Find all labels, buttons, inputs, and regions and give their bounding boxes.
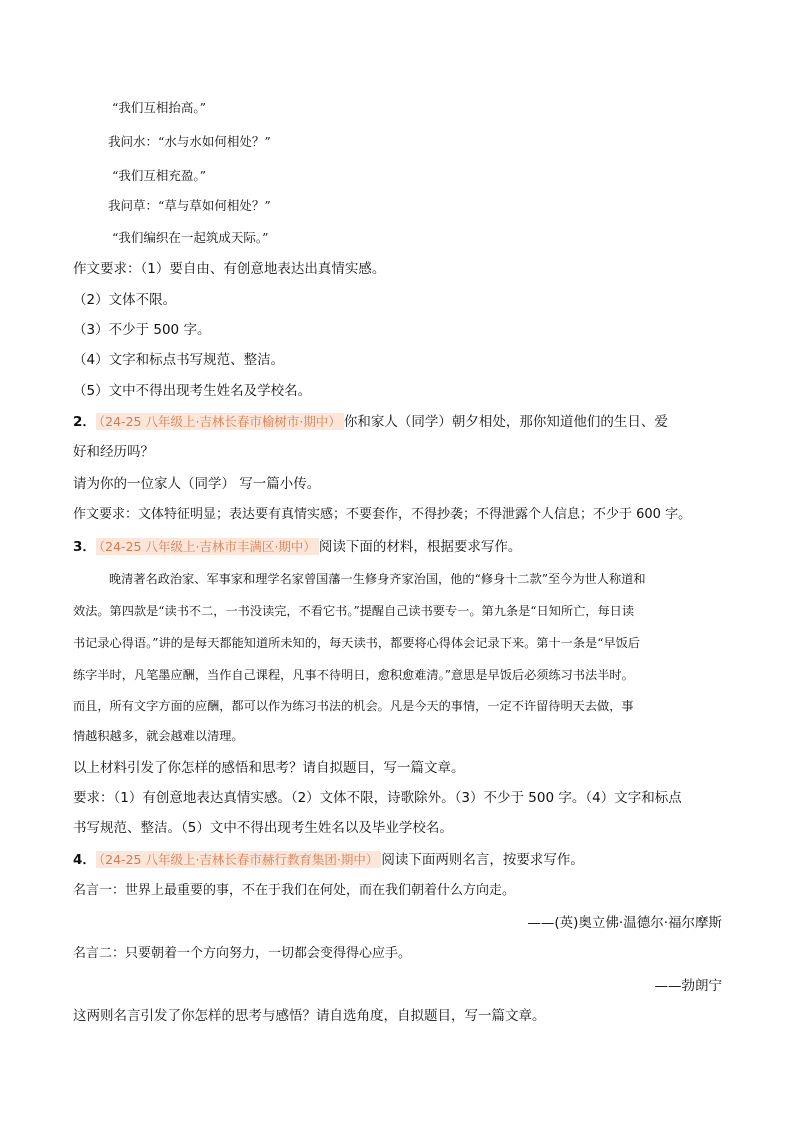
- poem-line: “我们互相充盈。”: [112, 168, 207, 183]
- material-line: 情越积越多，就会越难以清理。: [73, 729, 244, 743]
- quote-1: 名言一：世界上最重要的事，不在于我们在何处，而在我们朝着什么方向走。: [73, 883, 516, 898]
- quote-1-author: ——(英)奥立佛·温德尔·福尔摩斯: [527, 915, 722, 931]
- question-prompt: 请为你的一位家人（同学） 写一篇小传。: [73, 476, 321, 492]
- question-prompt: 这两则名言引发了你怎样的思考与感悟？请自选角度，自拟题目，写一篇文章。: [73, 1008, 546, 1024]
- material-line: 练字半时，凡笔墨应酬，当作自己课程，凡事不待明日，愈积愈难清。”意思是早饭后必须练习书法半时。: [73, 668, 634, 682]
- poem-line: “我们互相抬高。”: [112, 100, 207, 115]
- requirement-line: （2）文体不限。: [73, 292, 177, 308]
- question-requirement: 书写规范、整洁。（5）文中不得出现考生姓名以及毕业学校名。: [73, 820, 453, 836]
- question-3-header: [73, 537, 521, 557]
- question-number: 4．: [73, 852, 96, 868]
- question-text: 你和家人（同学）朝夕相处，那你知道他们的生日、爱: [343, 414, 668, 430]
- requirement-line: （3）不少于 500 字。: [73, 322, 211, 338]
- question-text-continued: 好和经历吗？: [73, 444, 154, 460]
- requirement-line: 作文要求：（1）要自由、有创意地表达出真情实感。: [73, 261, 386, 277]
- question-source-tag: （24-25 八年级上·吉林长春市赫行教育集团·期中）: [96, 851, 382, 868]
- question-source-tag: （24-25 八年级上·吉林长春市榆树市·期中）: [96, 413, 344, 430]
- question-4-header: [73, 850, 584, 870]
- requirement-line: （4）文字和标点书写规范、整洁。: [73, 352, 285, 368]
- material-line: 效法。第四款是“读书不二，一书没读完，不看它书。”提醒自己读书要专一。第九条是“日知所亡，每日读: [73, 604, 635, 618]
- question-source-tag: （24-25 八年级上·吉林市丰满区·期中）: [96, 538, 319, 555]
- poem-line: 我问水：“水与水如何相处？”: [108, 134, 271, 149]
- quote-2-author: ——勃朗宁: [654, 978, 722, 994]
- question-text: 阅读下面两则名言，按要求写作。: [381, 852, 584, 868]
- quote-2: 名言二：只要朝着一个方向努力，一切都会变得得心应手。: [73, 946, 412, 961]
- question-prompt: 以上材料引发了你怎样的感悟和思考？请自拟题目，写一篇文章。: [73, 760, 465, 776]
- question-number: 2．: [73, 414, 96, 430]
- question-text: 阅读下面的材料，根据要求写作。: [318, 539, 522, 555]
- question-2-header: [73, 412, 668, 432]
- question-number: 3．: [73, 539, 96, 555]
- material-line: 书记录心得语。”讲的是每天都能知道所未知的，每天读书，都要将心得体会记录下来。第十一条是“早饭后: [73, 636, 640, 650]
- poem-line: 我问草：“草与草如何相处？”: [108, 198, 271, 213]
- requirement-line: （5）文中不得出现考生姓名及学校名。: [73, 383, 312, 399]
- material-line: 而且，所有文字方面的应酬，都可以作为练习书法的机会。凡是今天的事情，一定不许留待明天去做，事: [73, 699, 634, 713]
- material-line: 晚清著名政治家、军事家和理学名家曾国藩一生修身齐家治国，他的“修身十二款”至今为世人称道和: [109, 572, 646, 586]
- poem-line: “我们编织在一起筑成天际。”: [112, 230, 269, 245]
- question-requirement: 要求：（1）有创意地表达真情实感。（2）文体不限，诗歌除外。（3）不少于 500 字。（4）文字和标点: [73, 790, 682, 806]
- question-requirement: 作文要求：文体特征明显；表达要有真情实感；不要套作，不得抄袭；不得泄露个人信息；不少于 600 字。: [73, 507, 692, 522]
